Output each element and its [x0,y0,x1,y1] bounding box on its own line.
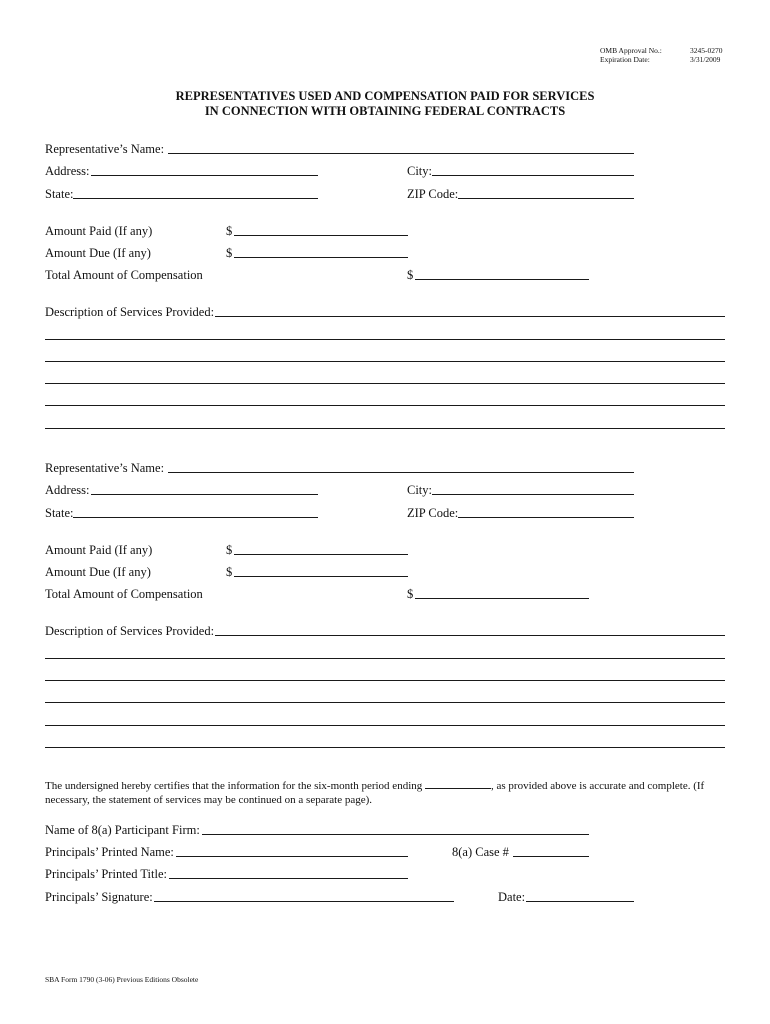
rep2-description-line[interactable] [45,747,725,748]
certification-text-start: The undersigned hereby certifies that the information for the six-month period ending [45,780,423,792]
date-label: Date: [498,890,526,904]
rep2-total-dollar: $ [407,587,414,601]
rep2-city-label: City: [407,483,433,497]
certification-statement [45,779,735,807]
rep1-zip-field[interactable] [458,198,634,199]
rep1-description-label: Description of Services Provided: [45,305,215,319]
rep2-address-label: Address: [45,483,90,497]
rep1-state-field[interactable] [73,198,318,199]
case-number-label: 8(a) Case # [452,845,509,859]
rep2-amount-due-dollar: $ [226,565,233,579]
rep2-amount-paid-dollar: $ [226,543,233,557]
rep2-description-line[interactable] [45,702,725,703]
expiration-date-label: Expiration Date: [600,55,650,64]
rep1-address-field[interactable] [91,175,318,176]
rep2-total-label: Total Amount of Compensation [45,587,203,601]
rep1-total-label: Total Amount of Compensation [45,268,203,282]
rep1-amount-due-field[interactable] [234,257,408,258]
rep1-name-label: Representative’s Name: [45,142,165,156]
rep1-description-line[interactable] [45,339,725,340]
form-title-line1: REPRESENTATIVES USED AND COMPENSATION PAID FOR SERVICES [175,89,595,103]
form-footer: SBA Form 1790 (3-06) Previous Editions Obsolete [45,975,199,984]
rep2-state-field[interactable] [73,517,318,518]
rep1-description-line[interactable] [45,428,725,429]
rep2-description-label: Description of Services Provided: [45,624,215,638]
firm-name-label: Name of 8(a) Participant Firm: [45,823,200,837]
rep1-description-line[interactable] [45,383,725,384]
firm-name-field[interactable] [202,834,589,835]
rep1-amount-due-label: Amount Due (If any) [45,246,151,260]
printed-title-field[interactable] [169,878,408,879]
rep2-amount-paid-label: Amount Paid (If any) [45,543,153,557]
rep2-zip-field[interactable] [458,517,634,518]
rep1-amount-paid-dollar: $ [226,224,233,238]
rep1-city-field[interactable] [432,175,634,176]
rep1-address-label: Address: [45,164,90,178]
case-number-field[interactable] [513,856,589,857]
rep2-state-label: State: [45,506,74,520]
rep2-description-line[interactable] [45,680,725,681]
omb-approval-label: OMB Approval No.: [600,46,662,55]
period-ending-field[interactable] [425,779,491,789]
rep1-description-line[interactable] [45,361,725,362]
rep1-name-field[interactable] [168,153,634,154]
omb-approval-number: 3245-0270 [690,46,723,55]
rep2-zip-label: ZIP Code: [407,506,459,520]
signature-field[interactable] [154,901,454,902]
rep2-address-field[interactable] [91,494,318,495]
certification-text-end: , as provided above is accurate and complete. (If necessary, the statement of services may be continued on a separate page). [45,780,705,806]
rep1-amount-paid-label: Amount Paid (If any) [45,224,153,238]
rep1-state-label: State: [45,187,74,201]
rep2-name-field[interactable] [168,472,634,473]
rep1-total-field[interactable] [415,279,589,280]
rep2-amount-paid-field[interactable] [234,554,408,555]
printed-name-field[interactable] [176,856,408,857]
rep1-description-line[interactable] [45,405,725,406]
rep1-city-label: City: [407,164,433,178]
rep2-description-line[interactable] [45,658,725,659]
rep2-name-label: Representative’s Name: [45,461,165,475]
rep2-description-line[interactable] [215,635,725,636]
date-field[interactable] [526,901,634,902]
rep2-amount-due-label: Amount Due (If any) [45,565,151,579]
expiration-date-value: 3/31/2009 [690,55,721,64]
printed-title-label: Principals’ Printed Title: [45,867,167,881]
rep1-amount-paid-field[interactable] [234,235,408,236]
rep1-description-line[interactable] [215,316,725,317]
rep2-amount-due-field[interactable] [234,576,408,577]
signature-label: Principals’ Signature: [45,890,153,904]
rep1-zip-label: ZIP Code: [407,187,459,201]
rep1-total-dollar: $ [407,268,414,282]
rep2-total-field[interactable] [415,598,589,599]
printed-name-label: Principals’ Printed Name: [45,845,174,859]
form-title-line2: IN CONNECTION WITH OBTAINING FEDERAL CONTRACTS [204,104,566,118]
rep2-description-line[interactable] [45,725,725,726]
rep1-amount-due-dollar: $ [226,246,233,260]
rep2-city-field[interactable] [432,494,634,495]
